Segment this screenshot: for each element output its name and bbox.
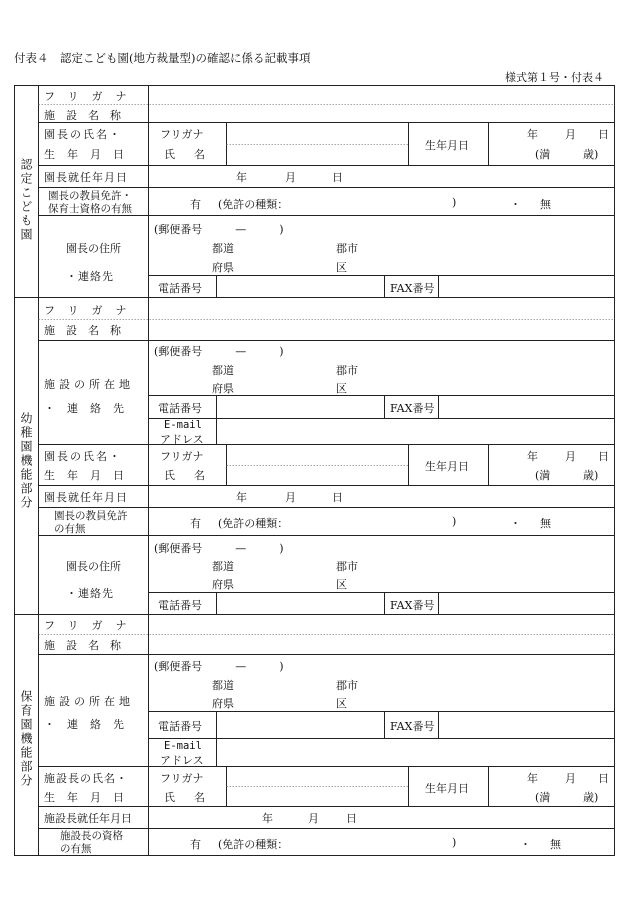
s1-addr-label-1: 園長の住所 <box>66 242 121 255</box>
s3-hi: 日 <box>598 772 609 785</box>
s1-nashi: 無 <box>540 198 551 211</box>
s3-todo: 都道 <box>212 679 234 692</box>
s3-location-label-2: ・連絡先 <box>44 718 136 731</box>
s2-birth-label-2: 生年月日 <box>44 469 136 482</box>
s2-addr-fax-label: FAX番号 <box>390 599 435 612</box>
s2-tel-label: 電話番号 <box>158 402 202 415</box>
s1-license-label-2: 保育士資格の有無 <box>48 203 132 215</box>
s3-menkyo: (免許の種類： <box>218 838 289 851</box>
s1-tel-label: 電話番号 <box>158 282 202 295</box>
s2-start-nen: 年 <box>236 491 247 504</box>
s2-hi: 日 <box>598 450 609 463</box>
s3-tsuki: 月 <box>565 772 576 785</box>
form-title: 付表４ 認定こども園(地方裁量型)の確認に係る記載事項 <box>14 51 311 65</box>
s2-addr-gunshi: 郡市 <box>336 560 358 573</box>
s1-dot: ・ <box>510 198 521 211</box>
s2-dot: ・ <box>510 517 521 530</box>
s1-fuken: 府県 <box>212 261 234 274</box>
s2-menkyo-close: ) <box>452 515 457 528</box>
s2-tsuki: 月 <box>565 450 576 463</box>
s3-nashi: 無 <box>550 838 561 851</box>
s2-furigana-label: フリガナ <box>44 304 140 317</box>
s2-addr-label-2: ・連絡先 <box>66 587 114 600</box>
s3-license-label-2: の有無 <box>60 843 92 855</box>
s3-license-label-1: 施設長の資格 <box>60 830 123 842</box>
s1-license-label-1: 園長の教員免許・ <box>48 190 132 202</box>
s3-start-nen: 年 <box>262 812 273 825</box>
s1-birth: 生年月日 <box>425 139 469 152</box>
s1-furigana-kata: フリガナ <box>160 128 204 141</box>
s2-email-label: E-mail <box>164 419 202 431</box>
s1-furigana-label: フリガナ <box>44 90 140 103</box>
s3-furigana-kata: フリガナ <box>160 772 204 785</box>
s2-todo: 都道 <box>212 364 234 377</box>
s2-addr-ku: 区 <box>336 578 347 591</box>
s1-todo: 都道 <box>212 242 234 255</box>
s2-license-label-2: の有無 <box>54 523 86 535</box>
s3-facility-name-label: 施設名称 <box>44 639 132 652</box>
s3-fuken: 府県 <box>212 697 234 710</box>
s3-furigana-label: フリガナ <box>44 619 140 632</box>
s3-ari: 有 <box>190 838 201 851</box>
s1-ari: 有 <box>190 198 201 211</box>
s3-start-hi: 日 <box>346 812 357 825</box>
s3-yubin: (郵便番号 — ) <box>154 660 284 673</box>
s2-license-label-1: 園長の教員免許 <box>54 510 128 522</box>
s2-shimei: 氏 名 <box>164 469 209 482</box>
s2-start-tsuki: 月 <box>285 491 296 504</box>
s1-sai: 歳) <box>583 148 599 161</box>
s3-start-tsuki: 月 <box>308 812 319 825</box>
s1-start-date-label: 園長就任年月日 <box>44 171 128 184</box>
s3-start-date-label: 施設長就任年月日 <box>44 812 132 825</box>
section-title-kindergarten: 幼稚園機能部分 <box>19 412 33 510</box>
s1-menkyo-close: ) <box>452 196 457 209</box>
s2-addr-todo: 都道 <box>212 560 234 573</box>
s1-menkyo: (免許の種類： <box>218 198 289 211</box>
s3-fax-label: FAX番号 <box>390 720 435 733</box>
s3-email-label: E-mail <box>164 740 202 752</box>
s3-birth-label-2: 生年月日 <box>44 791 136 804</box>
s3-menkyo-close: ) <box>452 836 457 849</box>
s3-sai: 歳) <box>583 791 599 804</box>
s2-man: (満 <box>535 469 551 482</box>
s3-name-birth-label: 施設長の氏名・ <box>44 772 128 785</box>
s1-start-tsuki: 月 <box>285 171 296 184</box>
s2-fax-label: FAX番号 <box>390 402 435 415</box>
s2-fuken: 府県 <box>212 382 234 395</box>
s2-birth: 生年月日 <box>425 460 469 473</box>
s2-addr-label-1: 園長の住所 <box>66 560 121 573</box>
form-number: 様式第１号・付表４ <box>505 71 604 84</box>
s2-nen: 年 <box>527 450 538 463</box>
s2-addr-tel-label: 電話番号 <box>158 599 202 612</box>
s1-ku: 区 <box>336 261 347 274</box>
s2-addr-yubin: (郵便番号 — ) <box>154 542 284 555</box>
section-title-nursery: 保育園機能部分 <box>19 690 33 788</box>
s3-ku: 区 <box>336 697 347 710</box>
s2-location-label-2: ・連絡先 <box>44 402 136 415</box>
s1-fax-label: FAX番号 <box>390 282 435 295</box>
s3-gunshi: 郡市 <box>336 679 358 692</box>
s2-addr-fuken: 府県 <box>212 578 234 591</box>
s2-yubin: (郵便番号 — ) <box>154 345 284 358</box>
s2-gunshi: 郡市 <box>336 364 358 377</box>
s2-nashi: 無 <box>540 517 551 530</box>
s1-facility-name-label: 施設名称 <box>44 109 132 122</box>
s1-start-nen: 年 <box>236 171 247 184</box>
s2-name-birth-label: 園長の氏名・ <box>44 450 122 463</box>
s3-address-label: アドレス <box>160 754 204 767</box>
s1-hi: 日 <box>598 128 609 141</box>
s2-menkyo: (免許の種類： <box>218 517 289 530</box>
s1-man: (満 <box>535 148 551 161</box>
s1-addr-label-2: ・連絡先 <box>66 270 114 283</box>
s2-start-hi: 日 <box>332 491 343 504</box>
s2-sai: 歳) <box>583 469 599 482</box>
s1-yubin: (郵便番号 — ) <box>154 223 284 236</box>
s1-shimei: 氏 名 <box>164 148 209 161</box>
s3-nen: 年 <box>527 772 538 785</box>
s3-birth: 生年月日 <box>425 782 469 795</box>
s1-nen: 年 <box>527 128 538 141</box>
s3-tel-label: 電話番号 <box>158 720 202 733</box>
s2-location-label-1: 施設の所在地 <box>44 378 134 391</box>
s3-shimei: 氏 名 <box>164 791 209 804</box>
s3-man: (満 <box>535 791 551 804</box>
s2-ku: 区 <box>336 382 347 395</box>
s2-address-label: アドレス <box>160 433 204 446</box>
s2-start-date-label: 園長就任年月日 <box>44 491 128 504</box>
s2-facility-name-label: 施設名称 <box>44 324 132 337</box>
s1-tsuki: 月 <box>565 128 576 141</box>
section-title-kodomoen: 認定こども園 <box>19 158 33 242</box>
s2-ari: 有 <box>190 517 201 530</box>
s3-dot: ・ <box>520 838 531 851</box>
s3-location-label-1: 施設の所在地 <box>44 695 134 708</box>
s2-furigana-kata: フリガナ <box>160 450 204 463</box>
s1-gunshi: 郡市 <box>336 242 358 255</box>
s1-birth-label-2: 生年月日 <box>44 148 136 161</box>
s1-start-hi: 日 <box>332 171 343 184</box>
s1-name-birth-label: 園長の氏名・ <box>44 128 122 141</box>
